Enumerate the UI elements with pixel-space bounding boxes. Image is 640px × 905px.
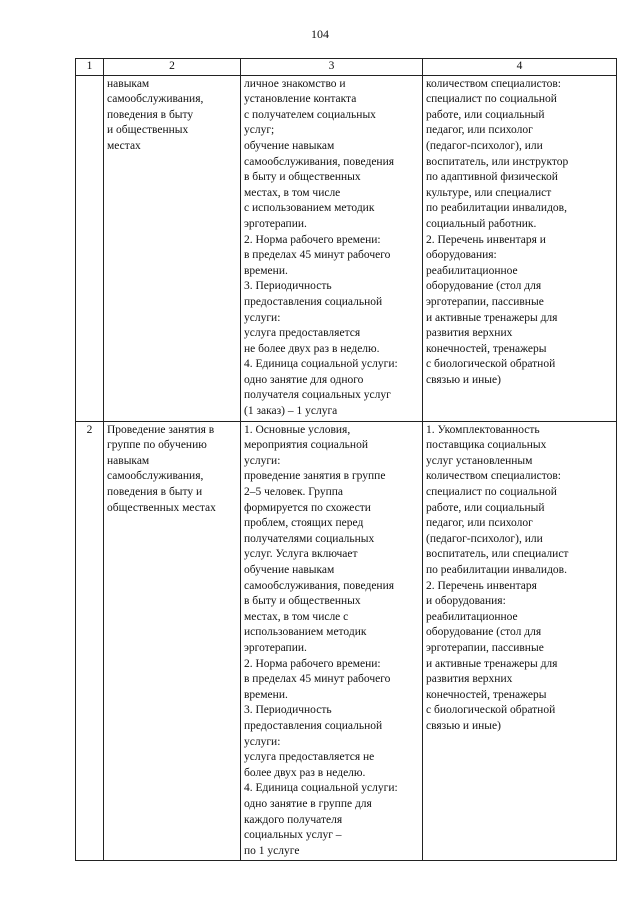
service-requirements-cell: количеством специалистов: специалист по социальной работе, или социальный педагог, или психолог (педагог-психолог), или воспитатель, или инструктор по адаптивной физической культуре, или специалист по реабилитации инвалидов, социальный работник. 2. Перечень инвентаря и оборудования: реабилитационное оборудование (стол для эрготерапии, пассивные и активные тренажеры для развития верхних конечностей, тренажеры с биологической обратной связью и иные) xyxy=(423,75,617,421)
column-header-4: 4 xyxy=(423,59,617,76)
service-conditions-cell: 1. Основные условия, мероприятия социальной услуги: проведение занятия в группе 2–5 человек. Группа формируется по схожести проблем, стоящих перед получателями социальных услуг. Услуга включает обучение навыкам самообслуживания, поведения в быту и общественных местах, в том числе с использованием методик эрготерапии. 2. Норма рабочего времени: в пределах 45 минут рабочего времени. 3. Периодичность предоставления социальной услуги: услуга предоставляется не более двух раз в неделю. 4. Единица социальной услуги: одно занятие в группе для каждого получателя социальных услуг – по 1 услуге xyxy=(241,421,423,861)
row-number xyxy=(76,75,104,421)
column-header-3: 3 xyxy=(241,59,423,76)
service-name-cell: Проведение занятия в группе по обучению навыкам самообслуживания, поведения в быту и общественных местах xyxy=(104,421,241,861)
service-name-cell: навыкам самообслуживания, поведения в быту и общественных местах xyxy=(104,75,241,421)
column-header-2: 2 xyxy=(104,59,241,76)
row-number: 2 xyxy=(76,421,104,861)
services-table xyxy=(75,58,617,861)
column-header-1: 1 xyxy=(76,59,104,76)
service-requirements-cell: 1. Укомплектованность поставщика социальных услуг установленным количеством специалистов: специалист по социальной работе, или социальный педагог, или психолог (педагог-психолог), или воспитатель, или специалист по реабилитации инвалидов. 2. Перечень инвентаря и оборудования: реабилитационное оборудование (стол для эрготерапии, пассивные и активные тренажеры для развития верхних конечностей, тренажеры с биологической обратной связью и иные) xyxy=(423,421,617,861)
table-header-row xyxy=(76,59,617,76)
page-number: 104 xyxy=(311,27,329,41)
table-row xyxy=(76,421,617,861)
table-row xyxy=(76,75,617,421)
service-conditions-cell: личное знакомство и установление контакта с получателем социальных услуг; обучение навыкам самообслуживания, поведения в быту и общественных местах, в том числе с использованием методик эрготерапии. 2. Норма рабочего времени: в пределах 45 минут рабочего времени. 3. Периодичность предоставления социальной услуги: услуга предоставляется не более двух раз в неделю. 4. Единица социальной услуги: одно занятие для одного получателя социальных услуг (1 заказ) – 1 услуга xyxy=(241,75,423,421)
